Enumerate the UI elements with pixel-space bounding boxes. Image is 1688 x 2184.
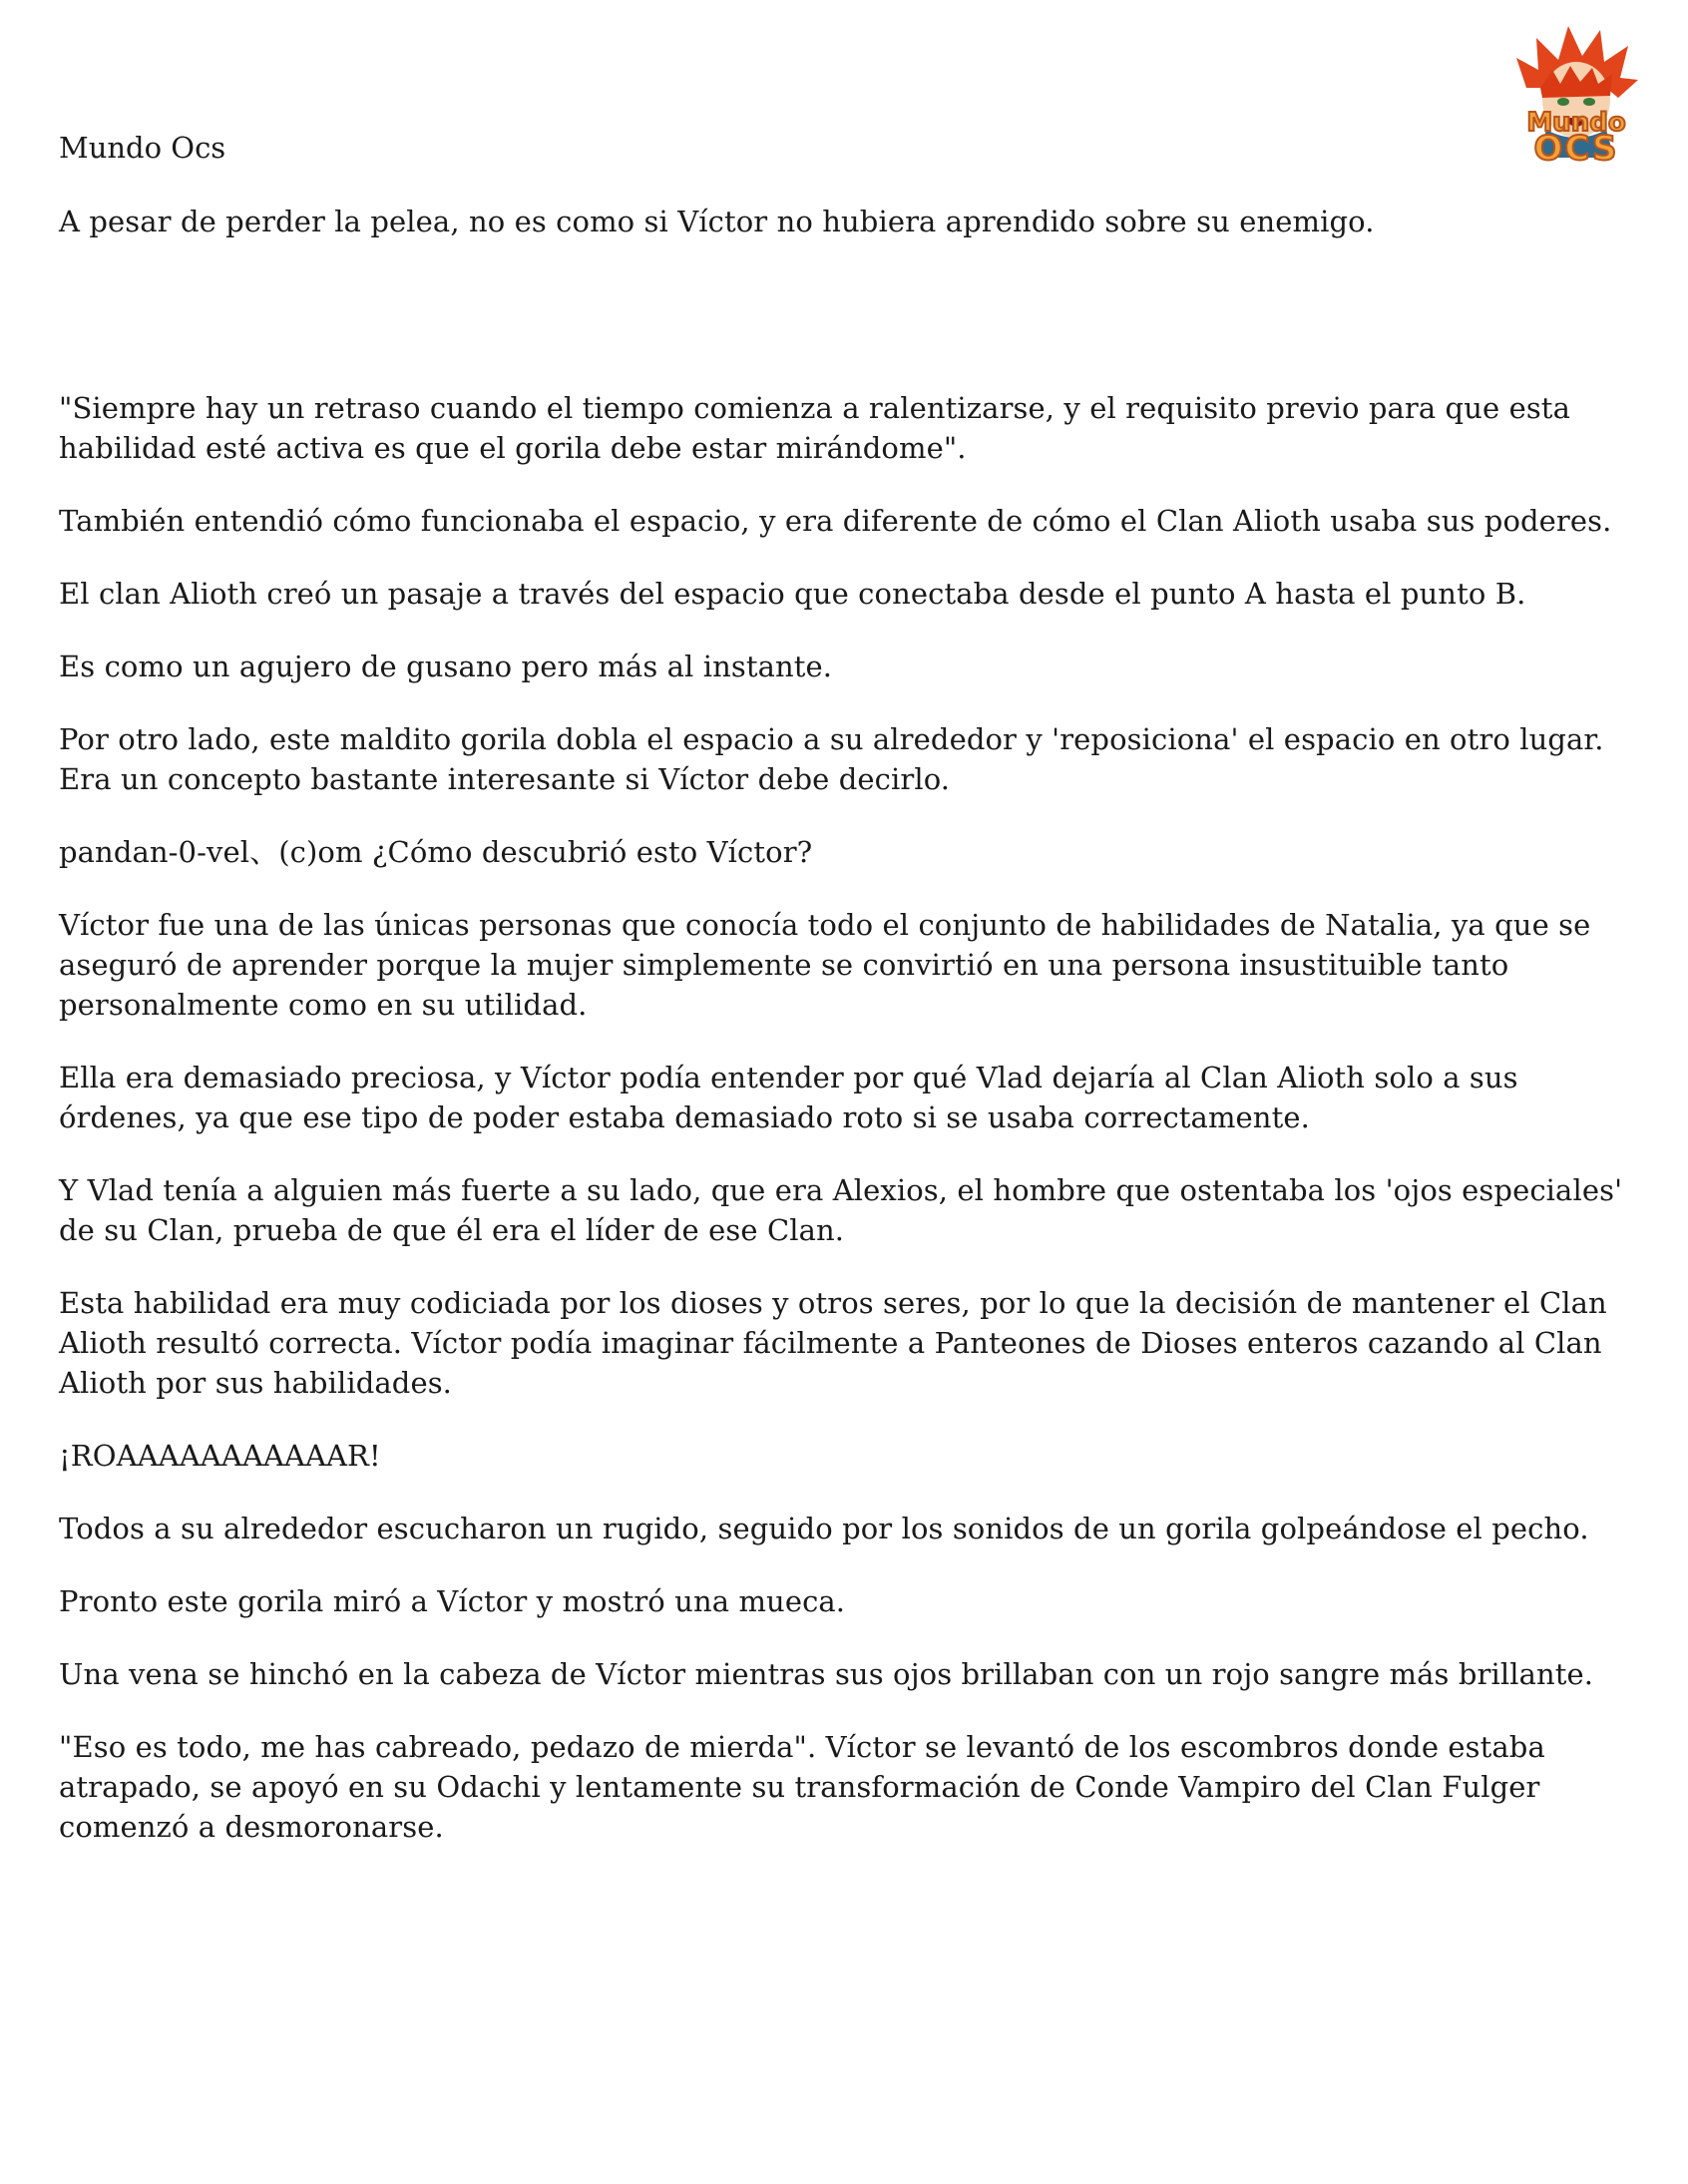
mundo-ocs-logo (1496, 18, 1656, 178)
paragraph: ¡ROAAAAAAAAAAAR! (59, 1439, 381, 1473)
paragraph: Víctor fue una de las únicas personas que conocía todo el conjunto de habilidades de Natalia, ya que se aseguró de aprender porque la mujer simplemente se convirtió en una persona insustituible tanto personalmente como en su utilidad. (59, 908, 1591, 1022)
paragraph: Pronto este gorila miró a Víctor y mostró una mueca. (59, 1584, 846, 1618)
paragraph: Ella era demasiado preciosa, y Víctor podía entender por qué Vlad dejaría al Clan Alioth solo a sus órdenes, ya que ese tipo de poder estaba demasiado roto si se usaba correctamente. (59, 1061, 1518, 1134)
logo-text-line2: OCS (1533, 129, 1619, 169)
paragraph: Todos a su alrededor escucharon un rugido, seguido por los sonidos de un gorila golpeándose el pecho. (59, 1512, 1589, 1545)
paragraph: "Eso es todo, me has cabreado, pedazo de mierda". Víctor se levantó de los escombros donde estaba atrapado, se apoyó en su Odachi y lentamente su transformación de Conde Vampiro del Clan Fulger comenzó a desmoronarse. (59, 1730, 1545, 1844)
paragraph: Por otro lado, este maldito gorila dobla el espacio a su alrededor y 'reposiciona' el espacio en otro lugar. Era un concepto bastante interesante si Víctor debe decirlo. (59, 722, 1604, 796)
paragraph: A pesar de perder la pelea, no es como si Víctor no hubiera aprendido sobre su enemigo. (59, 205, 1375, 238)
page-title: Mundo Ocs (59, 131, 226, 165)
paragraph: También entendió cómo funcionaba el espacio, y era diferente de cómo el Clan Alioth usaba sus poderes. (59, 504, 1612, 538)
paragraph: pandan-0-vel、(c)om ¿Cómo descubrió esto Víctor? (59, 835, 813, 869)
paragraph: Es como un agujero de gusano pero más al instante. (59, 650, 833, 683)
logo-text-line1: Mundo (1526, 108, 1626, 138)
paragraph: "Siempre hay un retraso cuando el tiempo comienza a ralentizarse, y el requisito previo para que esta habilidad esté activa es que el gorila debe estar mirándome". (59, 391, 1570, 465)
document-body (59, 202, 1645, 1880)
paragraph: Una vena se hinchó en la cabeza de Víctor mientras sus ojos brillaban con un rojo sangre más brillante. (59, 1657, 1594, 1691)
paragraph: El clan Alioth creó un pasaje a través del espacio que conectaba desde el punto A hasta el punto B. (59, 577, 1526, 611)
paragraph: Esta habilidad era muy codiciada por los dioses y otros seres, por lo que la decisión de mantener el Clan Alioth resultó correcta. Víctor podía imaginar fácilmente a Panteones de Dioses enteros cazando al Clan Alioth por sus habilidades. (59, 1286, 1607, 1400)
paragraph: Y Vlad tenía a alguien más fuerte a su lado, que era Alexios, el hombre que ostentaba los 'ojos especiales' de su Clan, prueba de que él era el líder de ese Clan. (59, 1173, 1623, 1247)
